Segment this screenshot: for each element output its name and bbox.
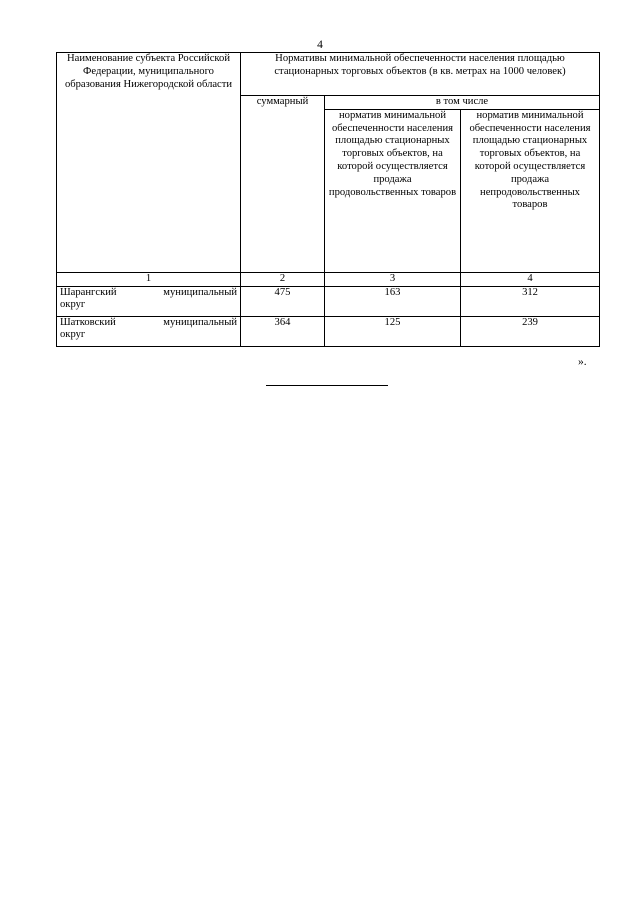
table-row: [57, 316, 600, 346]
row-food: 163: [325, 286, 461, 316]
header-nonfood-norm: норматив минимальной обеспеченности населения площадью стационарных торговых объектов, на которой осуществляется продажа непродовольственных товаров: [461, 109, 600, 272]
header-total: суммарный: [241, 96, 325, 273]
row-name-line2: округ: [60, 329, 86, 341]
row-food: 125: [325, 316, 461, 346]
table-row: [57, 286, 600, 316]
header-row-1: [57, 53, 600, 96]
header-norms-group: Нормативы минимальной обеспеченности населения площадью стационарных торговых объектов (в кв. метрах на 1000 человек): [241, 53, 600, 96]
closing-quote: ».: [578, 356, 587, 368]
row-name-line1: Шарангский муниципальный: [60, 286, 237, 298]
column-number-row: [57, 272, 600, 286]
norms-table: [56, 52, 600, 347]
column-number: 1: [57, 272, 241, 286]
column-number: 4: [461, 272, 600, 286]
column-number: 2: [241, 272, 325, 286]
row-total: 475: [241, 286, 325, 316]
row-name: [57, 316, 241, 346]
row-name: [57, 286, 241, 316]
row-total: 364: [241, 316, 325, 346]
column-number: 3: [325, 272, 461, 286]
row-nonfood: 239: [461, 316, 600, 346]
separator-line: [266, 385, 388, 386]
row-name-line1: Шатковский муниципальный: [60, 316, 237, 328]
page-number: 4: [317, 39, 323, 51]
row-nonfood: 312: [461, 286, 600, 316]
header-including: в том числе: [325, 96, 600, 110]
header-food-norm: норматив минимальной обеспеченности населения площадью стационарных торговых объектов, на которой осуществляется продажа продовольственных товаров: [325, 109, 461, 272]
row-name-line2: округ: [60, 299, 86, 311]
header-subject-name: Наименование субъекта Российской Федерации, муниципального образования Нижегородской области: [57, 53, 241, 273]
